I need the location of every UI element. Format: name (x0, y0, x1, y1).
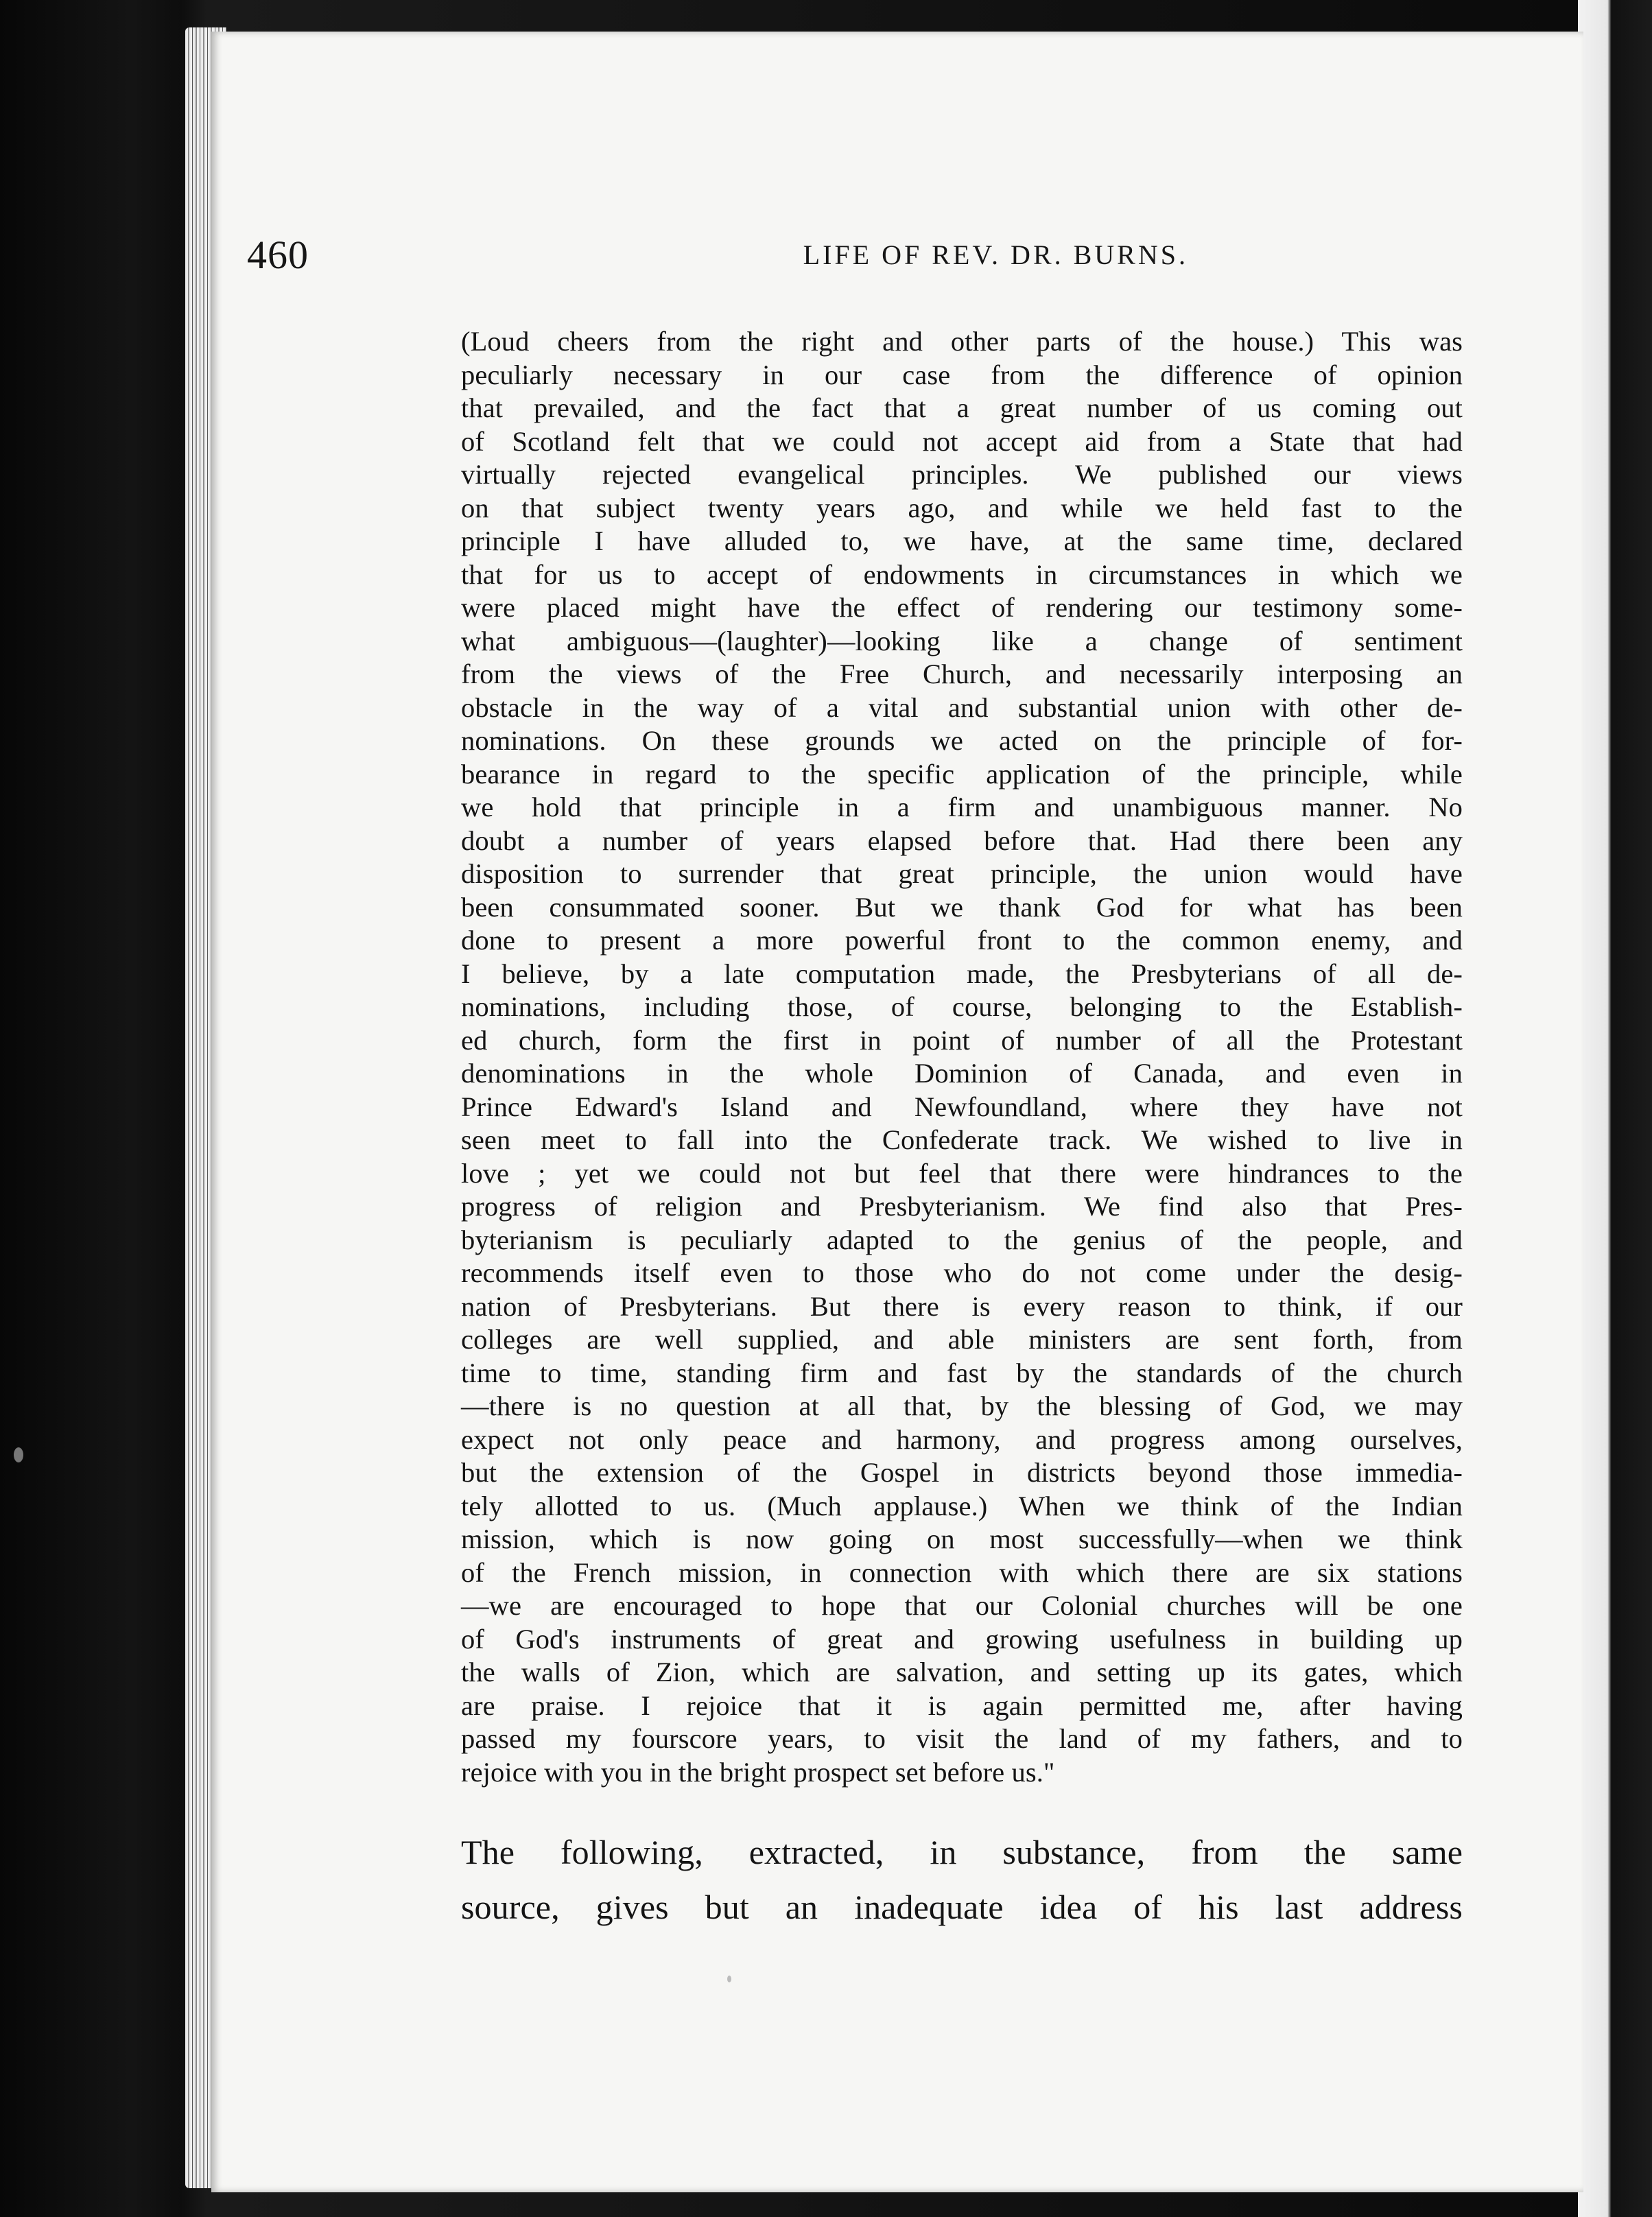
text-line: passed my fourscore years, to visit the land of my fathers, and to (461, 1723, 1463, 1754)
facing-page-edge (1578, 0, 1652, 2217)
text-line: virtually rejected evangelical principles. We published our views (461, 459, 1463, 490)
text-line: of God's instruments of great and growing usefulness in building up (461, 1623, 1463, 1655)
text-line: principle I have alluded to, we have, at the same time, declared (461, 525, 1463, 556)
text-line: colleges are well supplied, and able ministers are sent forth, from (461, 1324, 1463, 1355)
text-line: been consummated sooner. But we thank God for what has been (461, 891, 1463, 923)
text-line: were placed might have the effect of rendering our testimony some- (461, 592, 1463, 623)
text-line: byterianism is peculiarly adapted to the genius of the people, and (461, 1224, 1463, 1255)
text-line: are praise. I rejoice that it is again permitted me, after having (461, 1690, 1463, 1721)
text-line: nation of Presbyterians. But there is every reason to think, if our (461, 1290, 1463, 1322)
text-line: doubt a number of years elapsed before that. Had there been any (461, 825, 1463, 856)
text-line: —there is no question at all that, by the blessing of God, we may (461, 1390, 1463, 1421)
text-line: of the French mission, in connection with which there are six stations (461, 1556, 1463, 1588)
scan-speck (14, 1447, 23, 1462)
text-line: expect not only peace and harmony, and progress among ourselves, (461, 1423, 1463, 1455)
quoted-speech (461, 325, 1463, 1789)
text-line: of Scotland felt that we could not accept aid from a State that had (461, 425, 1463, 457)
text-line: Prince Edward's Island and Newfoundland, where they have not (461, 1091, 1463, 1122)
text-line: that for us to accept of endowments in circumstances in which we (461, 558, 1463, 590)
text-line: peculiarly necessary in our case from the difference of opinion (461, 359, 1463, 390)
text-line: seen meet to fall into the Confederate track. We wished to live in (461, 1124, 1463, 1155)
text-line: we hold that principle in a firm and unambiguous manner. No (461, 792, 1463, 822)
text-line: ed church, form the first in point of number of all the Protestant (461, 1024, 1463, 1056)
text-line: on that subject twenty years ago, and while we held fast to the (461, 492, 1463, 523)
text-line: mission, which is now going on most successfully—when we think (461, 1524, 1463, 1554)
text-line: The following, extracted, in substance, from the same (461, 1833, 1463, 1871)
text-line: done to present a more powerful front to the common enemy, and (461, 925, 1463, 956)
text-line: the walls of Zion, which are salvation, and setting up its gates, which (461, 1657, 1463, 1687)
text-line: tely allotted to us. (Much applause.) When we think of the Indian (461, 1490, 1463, 1521)
text-line: what ambiguous—(laughter)—looking like a change of sentiment (461, 625, 1463, 656)
text-line: obstacle in the way of a vital and substantial union with other de- (461, 691, 1463, 723)
text-line: source, gives but an inadequate idea of his last address (461, 1888, 1463, 1926)
text-line: nominations, including those, of course, belonging to the Establish- (461, 991, 1463, 1022)
text-line: that prevailed, and the fact that a great number of us coming out (461, 392, 1463, 423)
text-line: progress of religion and Presbyterianism. We find also that Pres- (461, 1191, 1463, 1222)
text-line: time to time, standing firm and fast by the standards of the church (461, 1357, 1463, 1388)
running-head (247, 232, 1188, 287)
text-line: I believe, by a late computation made, the Presbyterians of all de- (461, 958, 1463, 989)
text-line: (Loud cheers from the right and other parts of the house.) This was (461, 326, 1463, 357)
text-line: denominations in the whole Dominion of Canada, and even in (461, 1058, 1463, 1089)
text-line: —we are encouraged to hope that our Colonial churches will be one (461, 1590, 1463, 1621)
running-title: LIFE OF REV. DR. BURNS. (803, 239, 1188, 270)
text-line: rejoice with you in the bright prospect set before us." (461, 1756, 1055, 1788)
text-line: but the extension of the Gospel in districts beyond those immedia- (461, 1457, 1463, 1488)
text-line: love ; yet we could not but feel that there were hindrances to the (461, 1157, 1463, 1189)
following-paragraph (461, 1825, 1463, 1934)
page-number: 460 (247, 233, 309, 277)
text-line: from the views of the Free Church, and necessarily interposing an (461, 659, 1463, 689)
text-line: bearance in regard to the specific application of the principle, while (461, 758, 1463, 790)
scan-speck (727, 1976, 731, 1982)
text-line: nominations. On these grounds we acted on the principle of for- (461, 725, 1463, 756)
text-line: recommends itself even to those who do not come under the desig- (461, 1257, 1463, 1288)
text-line: disposition to surrender that great principle, the union would have (461, 858, 1463, 889)
